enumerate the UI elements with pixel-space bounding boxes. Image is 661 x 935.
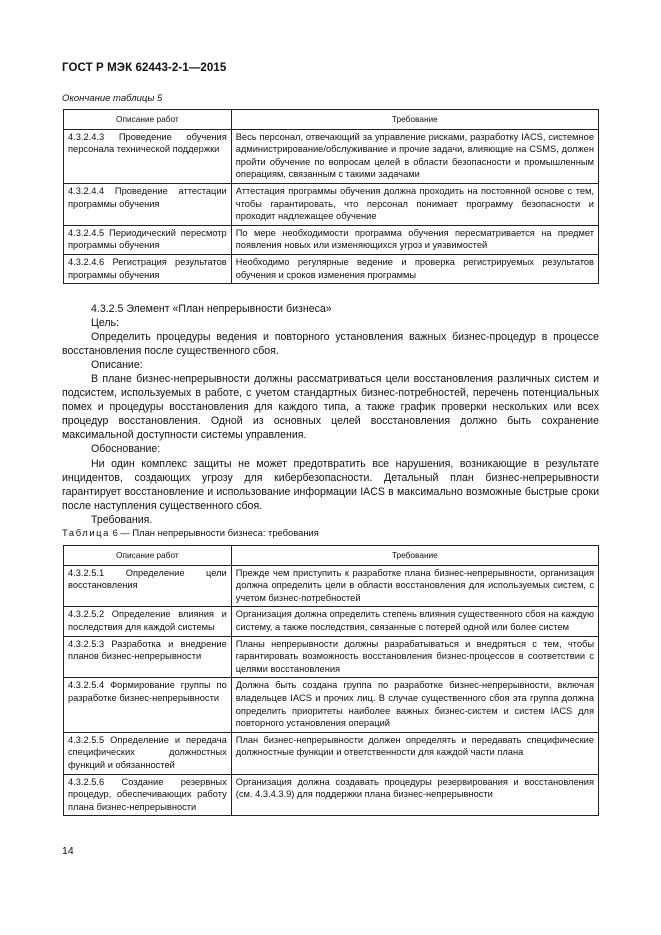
work-cell: 4.3.2.5.5 Определение и передача специфических должностных функций и обязанностей [64, 732, 232, 774]
goal-text: Определить процедуры ведения и повторного установления важных бизнес-процедур в процессе восстановления после существенного сбоя. [62, 331, 599, 358]
requirement-cell: По мере необходимости программа обучения пересматривается на предмет появления новых или изменяющихся угроз и уязвимостей [231, 225, 598, 254]
requirement-cell: Организация должна создавать процедуры резервирования и восстановления (см. 4.3.4.3.9) для поддержки плана бизнес-непрерывности [231, 774, 598, 816]
work-cell: 4.3.2.5.4 Формирование группы по разработке бизнес-непрерывности [64, 678, 232, 732]
table-row [64, 607, 599, 636]
description-label: Описание: [91, 359, 143, 372]
requirements-label: Требования. [91, 513, 153, 526]
work-cell: 4.3.2.4.4 Проведение аттестации программы обучения [64, 183, 232, 225]
table-header-row [64, 546, 599, 566]
work-cell: 4.3.2.5.2 Определение влияния и последствия для каждой системы [64, 607, 232, 636]
work-cell: 4.3.2.5.3 Разработка и внедрение планов бизнес-непрерывности [64, 636, 232, 678]
table-row [64, 732, 599, 774]
work-cell: 4.3.2.4.6 Регистрация результатов программы обучения [64, 254, 232, 283]
goal-label: Цель: [91, 317, 120, 330]
document-code: ГОСТ Р МЭК 62443-2-1—2015 [62, 62, 227, 74]
table5 [63, 109, 599, 284]
work-cell: 4.3.2.4.5 Периодический пересмотр программы обучения [64, 225, 232, 254]
column-header: Описание работ [64, 546, 232, 566]
work-cell: 4.3.2.5.1 Определение цели восстановления [64, 565, 232, 607]
table-row [64, 774, 599, 816]
work-cell: 4.3.2.4.3 Проведение обучения персонала технической поддержки [64, 129, 232, 183]
column-header: Требование [231, 546, 598, 566]
table-row [64, 254, 599, 283]
section-body [62, 302, 599, 527]
requirement-cell: Должна быть создана группа по разработке бизнес-непрерывности, включая владельцев IACS и прочих лиц. В случае существенного сбоя эта группа должна определить приоритеты наиболее важных бизнес-систем и систем IACS для повторного установления операций [231, 678, 598, 732]
table-row [64, 636, 599, 678]
table6-caption-prefix: Таблица [62, 527, 110, 538]
requirement-cell: Планы непрерывности должны разрабатываться и внедряться с тем, чтобы гарантировать возможность восстановления бизнес-процессов в соответствии с целями восстановления [231, 636, 598, 678]
column-header: Требование [231, 110, 598, 130]
requirement-cell: Организация должна определить степень влияния существенного сбоя на каждую систему, а также последствия, связанные с потерей одной или более систем [231, 607, 598, 636]
section-heading: 4.3.2.5 Элемент «План непрерывности бизнеса» [91, 303, 332, 315]
description-text: В плане бизнес-непрерывности должны рассматриваться цели восстановления различных систем и подсистем, используемых в работе, с учетом стандартных бизнес-потребностей, перечень потенциальных помех и процедуры восстановления для каждого типа, а также график проверки нескольких или всех процедур восстановления. Одной из основных целей восстановления должно быть сохранение максимальной доступности системы управления. [62, 373, 599, 442]
requirement-cell: Аттестация программы обучения должна проходить на постоянной основе с тем, чтобы гарантировать, что персонал понимает программу безопасности и проходит надлежащее обучение [231, 183, 598, 225]
rationale-label: Обоснование: [91, 443, 161, 456]
table6-caption [62, 527, 319, 538]
table-row [64, 678, 599, 732]
column-header: Описание работ [64, 110, 232, 130]
page-number: 14 [62, 845, 74, 857]
table-row [64, 129, 599, 183]
table-row [64, 225, 599, 254]
work-cell: 4.3.2.5.6 Создание резервных процедур, обеспечивающих работу плана бизнес-непрерывности [64, 774, 232, 816]
table5-continuation-label: Окончание таблицы 5 [62, 93, 163, 104]
requirement-cell: План бизнес-непрерывности должен определять и передавать специфические должностные функции и ответственности для каждой части плана [231, 732, 598, 774]
table-row [64, 183, 599, 225]
table-row [64, 565, 599, 607]
table6 [63, 545, 599, 816]
requirement-cell: Необходимо регулярные ведение и проверка регистрируемых результатов обучения и сроков изменения программы [231, 254, 598, 283]
rationale-text: Ни один комплекс защиты не может предотвратить все нарушения, возникающие в результате инцидентов, создающих угрозу для кибербезопасности. Детальный план бизнес-непрерывности гарантирует восстановление и использование информации IACS в максимально возможные быстрые сроки после наступления существенного сбоя. [62, 457, 599, 512]
table6-caption-title: 6 — План непрерывности бизнеса: требования [109, 527, 319, 538]
requirement-cell: Весь персонал, отвечающий за управление рисками, разработку IACS, системное администрирование/обслуживание и прочие задачи, влияющие на CSMS, должен пройти обучение по вопросам целей в области безопасности и промышленным операциям, связанным с такими задачами [231, 129, 598, 183]
requirement-cell: Прежде чем приступить к разработке плана бизнес-непрерывности, организация должна определить цели в области восстановления для используемых систем, с учетом бизнес-потребностей [231, 565, 598, 607]
table-header-row [64, 110, 599, 130]
